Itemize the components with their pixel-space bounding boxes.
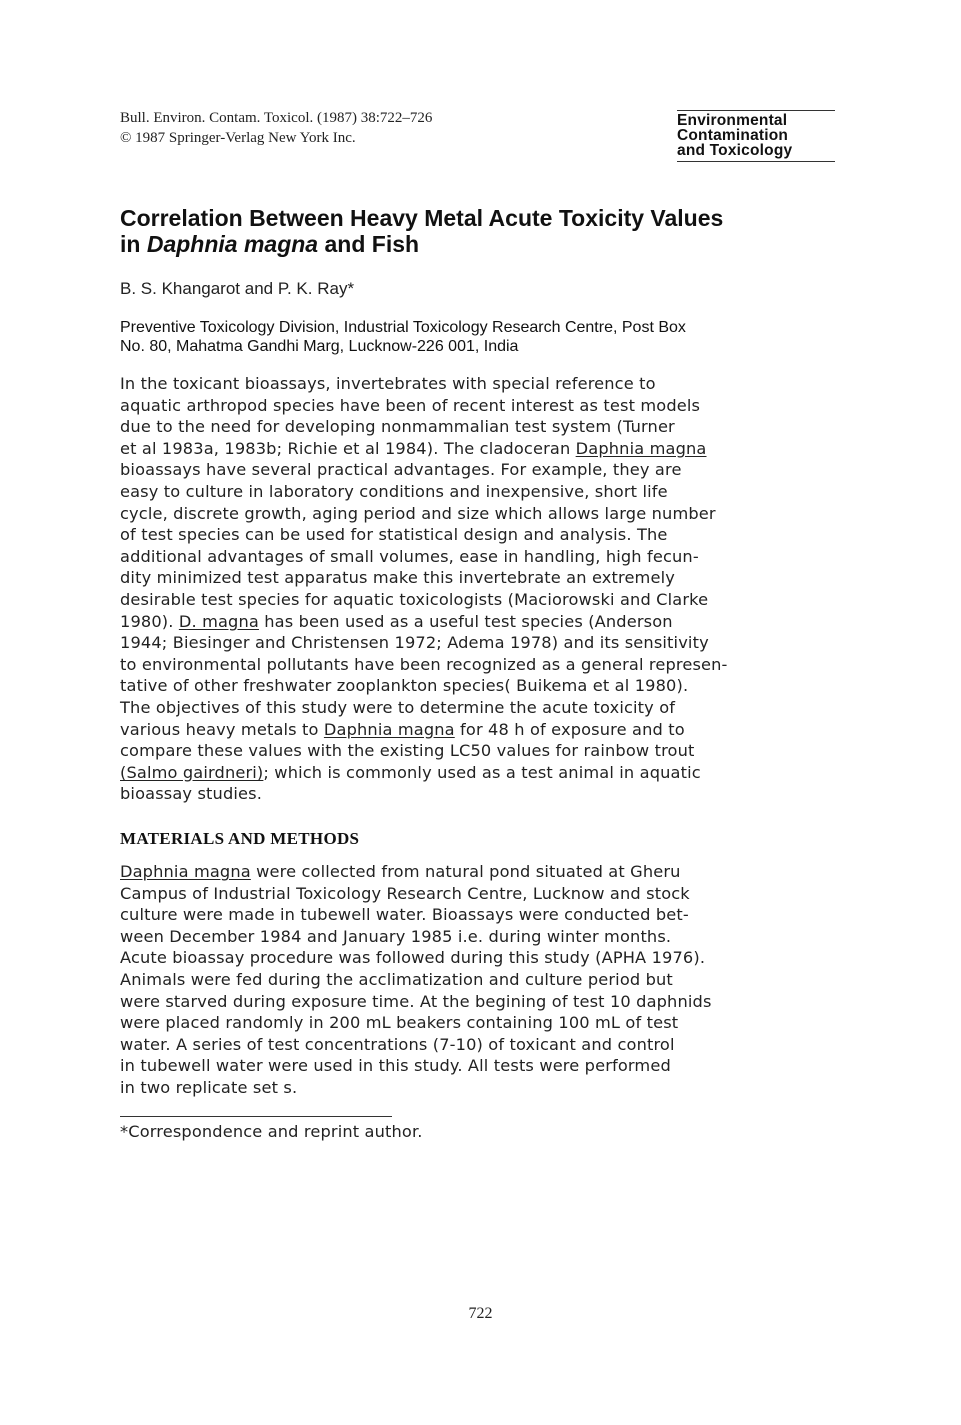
introduction-paragraph xyxy=(120,373,850,805)
text-span: for 48 h of exposure and to xyxy=(454,719,685,739)
logo-top-rule xyxy=(677,110,835,111)
text-line: in tubewell water were used in this study. All tests were performed xyxy=(120,1056,671,1076)
species-name: Daphnia magna xyxy=(120,862,251,881)
paper-title xyxy=(120,205,840,257)
text-line: compare these values with the existing LC50 values for rainbow trout xyxy=(120,741,695,761)
section-heading-methods: MATERIALS AND METHODS xyxy=(120,829,360,848)
page-number: 722 xyxy=(468,1305,493,1322)
text-line: desirable test species for aquatic toxicologists (Maciorowski and Clarke xyxy=(120,589,709,609)
species-name: D. magna xyxy=(178,611,259,631)
text-line: In the toxicant bioassays, invertebrates with special reference to xyxy=(120,374,656,393)
text-line: due to the need for developing nonmammalian test system (Turner xyxy=(120,417,675,437)
affiliation xyxy=(120,318,840,356)
text-line: aquatic arthropod species have been of recent interest as test models xyxy=(120,395,701,415)
title-species: Daphnia magna xyxy=(146,231,319,257)
text-span: has been used as a useful test species (Anderson xyxy=(258,611,673,631)
affiliation-line: Preventive Toxicology Division, Industrial Toxicology Research Centre, Post Box xyxy=(120,319,686,336)
logo-line-3: and Toxicology xyxy=(677,142,793,159)
text-line: tative of other freshwater zooplankton species( Buikema et al 1980). xyxy=(120,676,689,696)
text-line: cycle, discrete growth, aging period and size which allows large number xyxy=(120,503,716,523)
copyright-line: © 1987 Springer-Verlag New York Inc. xyxy=(120,130,356,146)
text-span: et al 1983a, 1983b; Richie et al 1984). The cladoceran xyxy=(120,438,576,458)
text-line: water. A series of test concentrations (7-10) of toxicant and control xyxy=(120,1034,675,1054)
title-suffix: and Fish xyxy=(318,231,420,257)
text-line: The objectives of this study were to determine the acute toxicity of xyxy=(120,697,676,717)
text-line: were placed randomly in 200 mL beakers containing 100 mL of test xyxy=(120,1013,679,1033)
species-name: Daphnia magna xyxy=(323,719,455,739)
title-prefix: in xyxy=(120,231,147,257)
text-line xyxy=(120,438,850,460)
text-span: ; which is commonly used as a test animal in aquatic xyxy=(263,762,701,782)
text-line: Animals were fed during the acclimatization and culture period but xyxy=(120,969,673,989)
text-line: were starved during exposure time. At the begining of test 10 daphnids xyxy=(120,991,712,1011)
text-line: additional advantages of small volumes, ease in handling, high fecun- xyxy=(120,546,699,566)
text-line: Acute bioassay procedure was followed during this study (APHA 1976). xyxy=(120,948,706,968)
text-line: 1944; Biesinger and Christensen 1972; Adema 1978) and its sensitivity xyxy=(120,633,709,653)
journal-logo xyxy=(677,110,842,162)
text-line xyxy=(120,719,850,741)
text-line: bioassays have several practical advantages. For example, they are xyxy=(120,460,682,480)
methods-paragraph xyxy=(120,861,850,1099)
species-name: (Salmo gairdneri) xyxy=(120,762,264,782)
logo-line-1: Environmental xyxy=(677,112,788,129)
text-line: culture were made in tubewell water. Bioassays were conducted bet- xyxy=(120,905,689,925)
text-span: were collected from natural pond situated at Gheru xyxy=(250,862,681,881)
footnote-rule xyxy=(120,1116,392,1117)
text-line xyxy=(120,762,850,784)
citation-line: Bull. Environ. Contam. Toxicol. (1987) 38:722–726 xyxy=(120,110,433,126)
text-line: dity minimized test apparatus make this invertebrate an extremely xyxy=(120,568,675,588)
logo-line-2: Contamination xyxy=(677,127,789,144)
text-line: easy to culture in laboratory conditions and inexpensive, short life xyxy=(120,481,668,501)
text-line xyxy=(120,611,850,633)
text-line: to environmental pollutants have been recognized as a general represen- xyxy=(120,654,728,674)
text-line xyxy=(120,861,850,883)
title-line-1: Correlation Between Heavy Metal Acute Toxicity Values xyxy=(120,205,724,231)
text-span: 1980). xyxy=(120,611,179,631)
text-line: Campus of Industrial Toxicology Research Centre, Lucknow and stock xyxy=(120,883,690,903)
footnote: *Correspondence and reprint author. xyxy=(120,1122,423,1141)
text-line: of test species can be used for statistical design and analysis. The xyxy=(120,525,668,545)
authors: B. S. Khangarot and P. K. Ray* xyxy=(120,279,355,298)
journal-citation xyxy=(120,108,432,148)
text-line: in two replicate set s. xyxy=(120,1077,298,1097)
text-line: ween December 1984 and January 1985 i.e. during winter months. xyxy=(120,926,672,946)
affiliation-line: No. 80, Mahatma Gandhi Marg, Lucknow-226 001, India xyxy=(120,338,519,355)
text-span: various heavy metals to xyxy=(120,719,324,739)
text-line: bioassay studies. xyxy=(120,784,263,804)
logo-bottom-rule xyxy=(677,161,835,162)
species-name: Daphnia magna xyxy=(575,438,707,458)
